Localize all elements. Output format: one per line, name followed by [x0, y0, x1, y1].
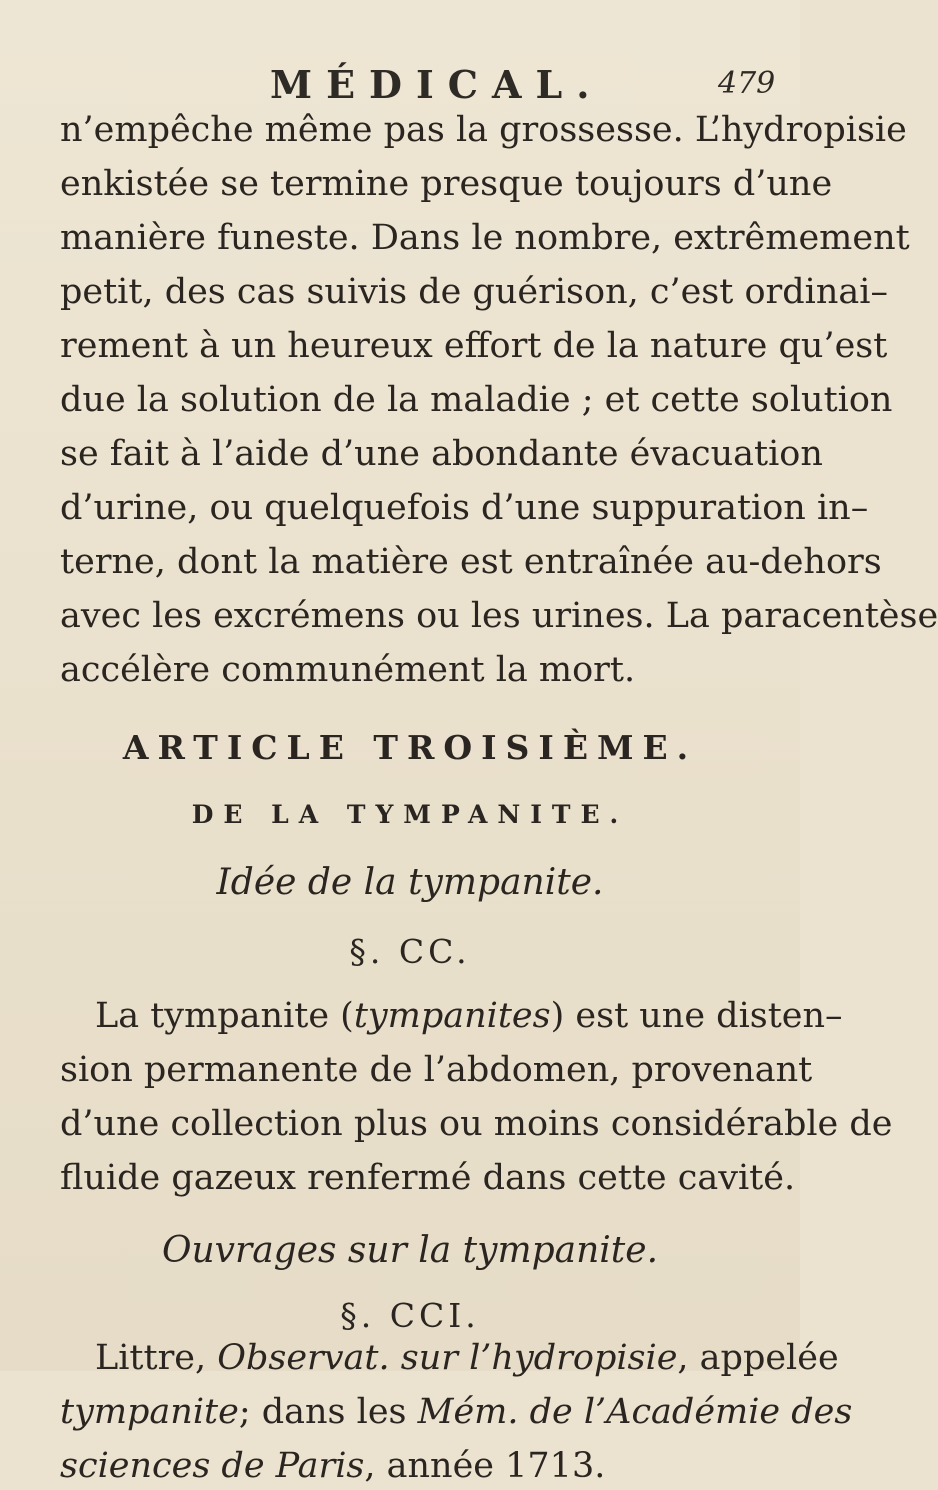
text-line: sion permanente de l’abdomen, provenant [60, 1050, 813, 1090]
article-heading: ARTICLE TROISIÈME. [122, 728, 698, 767]
text-line: due la solution de la maladie ; et cette solution [60, 380, 893, 420]
text-line: d’urine, ou quelquefois d’une suppuration in– [60, 488, 869, 528]
text-line: La tympanite (tympanites) est une disten– [95, 996, 843, 1036]
text-line: Littre, Observat. sur l’hydropisie, appelée [95, 1338, 839, 1378]
text-line: n’empêche même pas la grossesse. L’hydropisie [60, 110, 907, 150]
page-number: 479 [718, 66, 776, 101]
text-line: terne, dont la matière est entraînée au-dehors [60, 542, 882, 582]
works-heading: Ouvrages sur la tympanite. [161, 1230, 659, 1271]
text-line: tympanite; dans les Mém. de l’Académie des [60, 1392, 853, 1432]
text-line: d’une collection plus ou moins considérable de [60, 1104, 893, 1144]
section-mark: §. CC. [349, 932, 471, 971]
text-line: accélère communément la mort. [60, 650, 636, 690]
section-mark: §. CCI. [340, 1296, 480, 1335]
text-line: sciences de Paris, année 1713. [60, 1446, 606, 1486]
text-line: rement à un heureux effort de la nature qu’est [60, 326, 888, 366]
text-line: enkistée se termine presque toujours d’une [60, 164, 833, 204]
idea-heading: Idée de la tympanite. [216, 862, 604, 903]
text-line: manière funeste. Dans le nombre, extrêmement [60, 218, 910, 258]
article-subheading: DE LA TYMPANITE. [191, 800, 629, 829]
text-line: se fait à l’aide d’une abondante évacuation [60, 434, 823, 474]
page-header [0, 62, 800, 112]
text-line: fluide gazeux renfermé dans cette cavité. [60, 1158, 796, 1198]
running-title: MÉDICAL. [270, 62, 604, 107]
text-line: petit, des cas suivis de guérison, c’est ordinai– [60, 272, 888, 312]
reference-entry [0, 1330, 853, 1486]
text-line: avec les excrémens ou les urines. La paracentèse [60, 596, 938, 636]
